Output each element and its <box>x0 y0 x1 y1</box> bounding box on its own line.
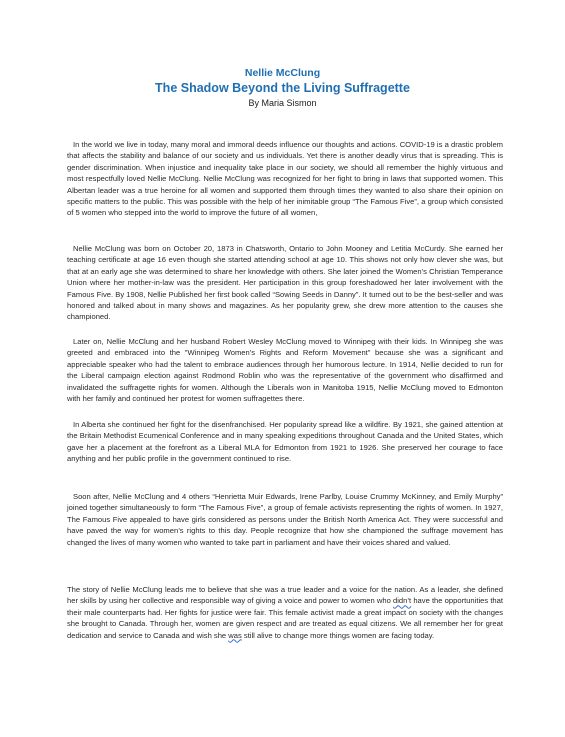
paragraph-conclusion <box>67 584 503 641</box>
essay-title: The Shadow Beyond the Living Suffragette <box>155 81 410 95</box>
paragraph-winnipeg: Later on, Nellie McClung and her husband Robert Wesley McClung moved to Winnipeg with their kids. In Winnipeg she was greeted and embraced into the "Winnipeg Women's Rights and Reform Movement" because she was a significant and appreciable speaker who had the talent to embrace audiences through her humorous lecture. In 1914, Nellie decided to run for the Liberal campaign election against Rodmond Roblin who was the representative of the government who disaffirmed and invalidated the suffragette rights for women. Although the Liberals won in Manitoba 1915, Nellie McClung moved to Edmonton with her family and continued her protest for women suffragettes there. <box>67 337 503 404</box>
title-block <box>0 66 565 110</box>
paragraph-intro: In the world we live in today, many moral and immoral deeds influence our thoughts and actions. COVID-19 is a drastic problem that affects the stability and balance of our society and us individuals. Yet there is another deadly virus that is spreading. This is gender discrimination. When injustice and inequality take place in our society, we should all remember the highly virtuous and most respectfully loved Nellie McClung. Nellie McClung was recognized for her fight to bring in laws that supported women. This Albertan leader was a true heroine for all women and supported them through times they wanted to also share their opinion on specific matters to the public. This was possible with the help of her inimitable group “The Famous Five”, a group which consisted of 5 women who stepped into the world to improve the future of all women, <box>67 140 503 218</box>
paragraph-early-life: Nellie McClung was born on October 20, 1873 in Chatsworth, Ontario to John Mooney and Letitia McCurdy. She earned her teaching certificate at age 16 even though she started attending school at age 10. This shows not only how clever she was, but that at an early age she was determined to share her knowledge with others. She later joined the Women’s Christian Temperance Union where her mother-in-law was the president. Her participation in this group foreshadowed her later involvement with the Famous Five. By 1908, Nellie Published her first book called “Sowing Seeds in Danny”. It turned out to be the best-seller and was honored and talked about in many shows and magazines. As her popularity grew, she drew more attention to the causes she championed. <box>67 244 503 322</box>
paragraph-famous-five: Soon after, Nellie McClung and 4 others “Henrietta Muir Edwards, Irene Parlby, Louise Crummy McKinney, and Emily Murphy” joined together simultaneously to form “The Famous Five”, a group of female activists representing the rights of women. In 1927, The Famous Five appealed to have girls considered as persons under the British North America Act. They were successful and have paved the way for women’s rights to this day. People recognize that how she championed the suffrage movement has changed the lives of many women who wanted to take part in parliament and have their voices shared and valued. <box>67 492 503 547</box>
conclusion-text-3: still alive to change more things women are facing today. <box>241 630 435 640</box>
spellcheck-word-didnt: didn’t <box>393 596 412 606</box>
conclusion-text-1: The story of Nellie McClung leads me to believe that she was a true leader and a voice for the nation. As a leader, she defined her skills by using her collective and responsible way of giving a voice and power to women who <box>67 585 503 606</box>
conclusion-text-2: have the opportunities that their male counterparts had. Her fights for justice were fair. This female activist made a great impact on society with the changes she brought to Canada. Through her, women are given respect and are treated as equal citizens. We all remember her for great dedication and service to Canada and wish she <box>67 596 503 640</box>
author-byline: By Maria Sismon <box>248 98 317 108</box>
paragraph-alberta: In Alberta she continued her fight for the disenfranchised. Her popularity spread like a wildfire. By 1921, she gained attention at the Britain Methodist Ecumenical Conference and in many speaking expeditions throughout Canada and the United States, which gave her a placement at the forefront as a Liberal MLA for Edmonton from 1921 to 1926. She preserved her courage to face anything and her public profile in the government continued to rise. <box>67 420 503 464</box>
subject-name: Nellie McClung <box>244 67 321 79</box>
spellcheck-word-was: was <box>228 630 242 640</box>
